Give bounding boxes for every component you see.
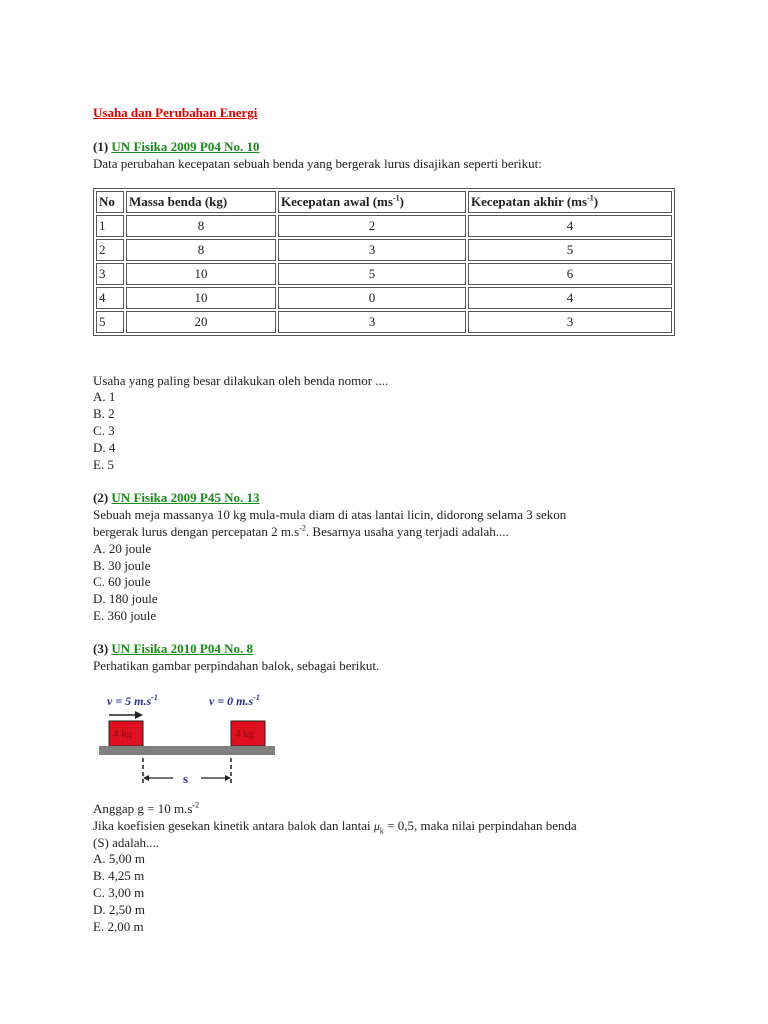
question-3-text-line1: Jika koefisien gesekan kinetik antara balok dan lantai $\mu_k = 0,5$, maka nilai perpindahan benda [93,818,577,836]
option-a: A. 20 joule [93,541,152,556]
option-b: B. 4,25 m [93,868,145,883]
option-a: A. 5,00 m [93,851,145,866]
question-1-intro: Data perubahan kecepatan sebuah benda yang bergerak lurus disajikan seperti berikut: [93,156,542,171]
question-2-text-line2: bergerak lurus dengan percepatan 2 $m.s^{-2}$. Besarnya usaha yang terjadi adalah.... [93,523,509,539]
question-source-link[interactable]: UN Fisika 2009 P04 No. 10 [111,139,260,154]
question-3-intro: Perhatikan gambar perpindahan balok, sebagai berikut. [93,658,380,673]
option-b: B. 30 joule [93,558,151,573]
floor [99,746,275,755]
question-source-link[interactable]: UN Fisika 2009 P45 No. 13 [111,490,260,505]
option-a: A. 1 [93,389,116,404]
cell-no: 3 [96,263,124,285]
block-final-label: 4 kg [235,728,255,740]
table-row [96,215,672,237]
velocity-initial-label: v = 5 $m.s^{-1}$ [107,693,158,708]
velocity-data-table [93,188,675,336]
cell-final-velocity: 6 [468,263,672,285]
question-2-heading [93,490,259,506]
header-no: No [96,191,124,213]
cell-no: 1 [96,215,124,237]
table-header-row [96,191,672,213]
block-initial-label: 4 kg [113,728,133,740]
velocity-final-label: v = 0 $m.s^{-1}$ [209,693,260,708]
cell-initial-velocity: 5 [278,263,466,285]
header-final-velocity: Kecepatan akhir $(ms^{-1})$ [468,191,672,213]
option-e: E. 5 [93,457,114,472]
option-e: E. 2,00 m [93,919,144,934]
cell-initial-velocity: 2 [278,215,466,237]
cell-no: 2 [96,239,124,261]
question-1-text: Usaha yang paling besar dilakukan oleh benda nomor .... [93,373,389,388]
cell-initial-velocity: 0 [278,287,466,309]
velocity-arrow-icon [109,711,143,719]
question-3-text-line2: (S) adalah.... [93,835,160,850]
option-d: D. 2,50 m [93,902,145,917]
table-row [96,311,672,333]
option-c: C. 3,00 m [93,885,145,900]
block-displacement-diagram [97,690,277,794]
cell-final-velocity: 4 [468,215,672,237]
header-mass: Massa benda (kg) [126,191,276,213]
option-c: C. 60 joule [93,574,151,589]
displacement-label: s [183,771,189,786]
option-e: E. 360 joule [93,608,157,623]
cell-mass: 8 [126,215,276,237]
cell-final-velocity: 5 [468,239,672,261]
table-row [96,239,672,261]
cell-final-velocity: 3 [468,311,672,333]
cell-mass: 10 [126,287,276,309]
cell-no: 4 [96,287,124,309]
option-d: D. 180 joule [93,591,158,606]
option-c: C. 3 [93,423,115,438]
cell-mass: 20 [126,311,276,333]
table-row [96,263,672,285]
question-2-text-line1: Sebuah meja massanya 10 kg mula-mula diam di atas lantai licin, didorong selama 3 sekon [93,507,567,522]
table-row [96,287,672,309]
question-source-link[interactable]: UN Fisika 2010 P04 No. 8 [111,641,253,656]
question-1-heading [93,139,259,155]
question-number: (3) [93,641,109,656]
cell-initial-velocity: 3 [278,311,466,333]
question-number: (2) [93,490,109,505]
cell-initial-velocity: 3 [278,239,466,261]
option-b: B. 2 [93,406,115,421]
header-initial-velocity: Kecepatan awal $(ms^{-1})$ [278,191,466,213]
cell-no: 5 [96,311,124,333]
gravity-assumption: Anggap g = 10 $m.s^{-2}$ [93,800,200,816]
cell-mass: 10 [126,263,276,285]
question-3-heading [93,641,253,657]
question-number: (1) [93,139,109,154]
cell-final-velocity: 4 [468,287,672,309]
cell-mass: 8 [126,239,276,261]
option-d: D. 4 [93,440,116,455]
page-title: Usaha dan Perubahan Energi [93,105,258,120]
